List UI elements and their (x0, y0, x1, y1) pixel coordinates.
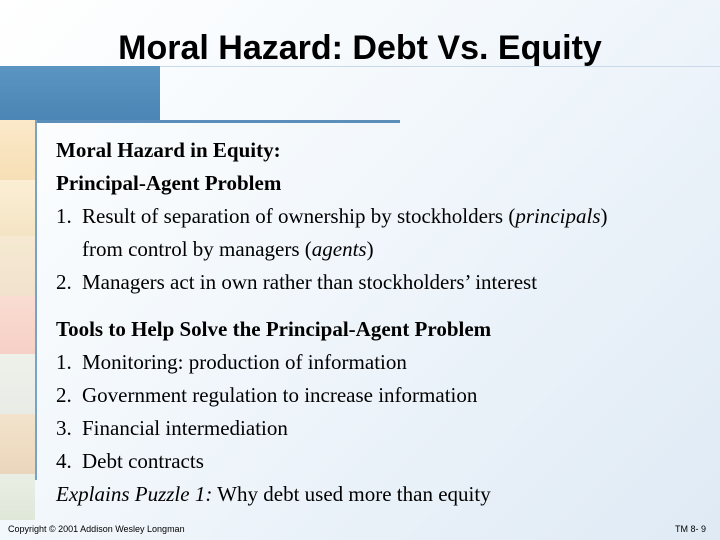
list-item (56, 412, 706, 445)
list-text-italic: agents (311, 237, 367, 261)
strip-block (0, 354, 35, 414)
explains-label: Explains Puzzle 1: (56, 482, 213, 506)
strip-block (0, 296, 35, 354)
list-text: ) (600, 204, 608, 228)
list-number: 2. (56, 270, 72, 294)
slide-body (56, 134, 706, 511)
list-number: 1. (56, 204, 72, 228)
list-text: Managers act in own rather than stockholders’ interest (82, 270, 538, 294)
list-number: 4. (56, 449, 72, 473)
list-text: Financial intermediation (82, 416, 288, 440)
list-text: Monitoring: production of information (82, 350, 407, 374)
list-number: 3. (56, 416, 72, 440)
section-heading: Tools to Help Solve the Principal-Agent Problem (56, 317, 492, 341)
list-item (56, 346, 706, 379)
list-text-line (82, 233, 706, 266)
strip-block (0, 120, 35, 180)
footer-slide-number: TM 8- 9 (674, 524, 706, 534)
explains-text: Why debt used more than equity (212, 482, 491, 506)
list-number: 1. (56, 350, 72, 374)
accent-block (0, 66, 160, 120)
list-text: Government regulation to increase information (82, 383, 478, 407)
explains-line (56, 478, 706, 511)
slide-title: Moral Hazard: Debt Vs. Equity (118, 29, 602, 67)
list-text: from control by managers ( (82, 237, 312, 261)
list-number: 2. (56, 383, 72, 407)
list-item (56, 379, 706, 412)
strip-block (0, 414, 35, 474)
section-tools (56, 313, 706, 511)
section-moral-hazard-equity (56, 134, 706, 299)
section-subheading: Principal-Agent Problem (56, 171, 282, 195)
left-decorative-strip (0, 120, 35, 520)
list-text-line (82, 200, 706, 233)
list-item (56, 200, 706, 266)
list-text: Debt contracts (82, 449, 204, 473)
list-text: Result of separation of ownership by stockholders ( (82, 204, 516, 228)
strip-block (0, 180, 35, 236)
list-text: ) (366, 237, 374, 261)
divider-line (35, 120, 400, 123)
list-item (56, 266, 706, 299)
list-text-italic: principals (515, 204, 601, 228)
divider-line-vertical (35, 120, 37, 480)
strip-block (0, 474, 35, 520)
strip-block (0, 236, 35, 296)
footer-copyright: Copyright © 2001 Addison Wesley Longman (8, 524, 185, 534)
list-item (56, 445, 706, 478)
section-heading: Moral Hazard in Equity: (56, 138, 281, 162)
